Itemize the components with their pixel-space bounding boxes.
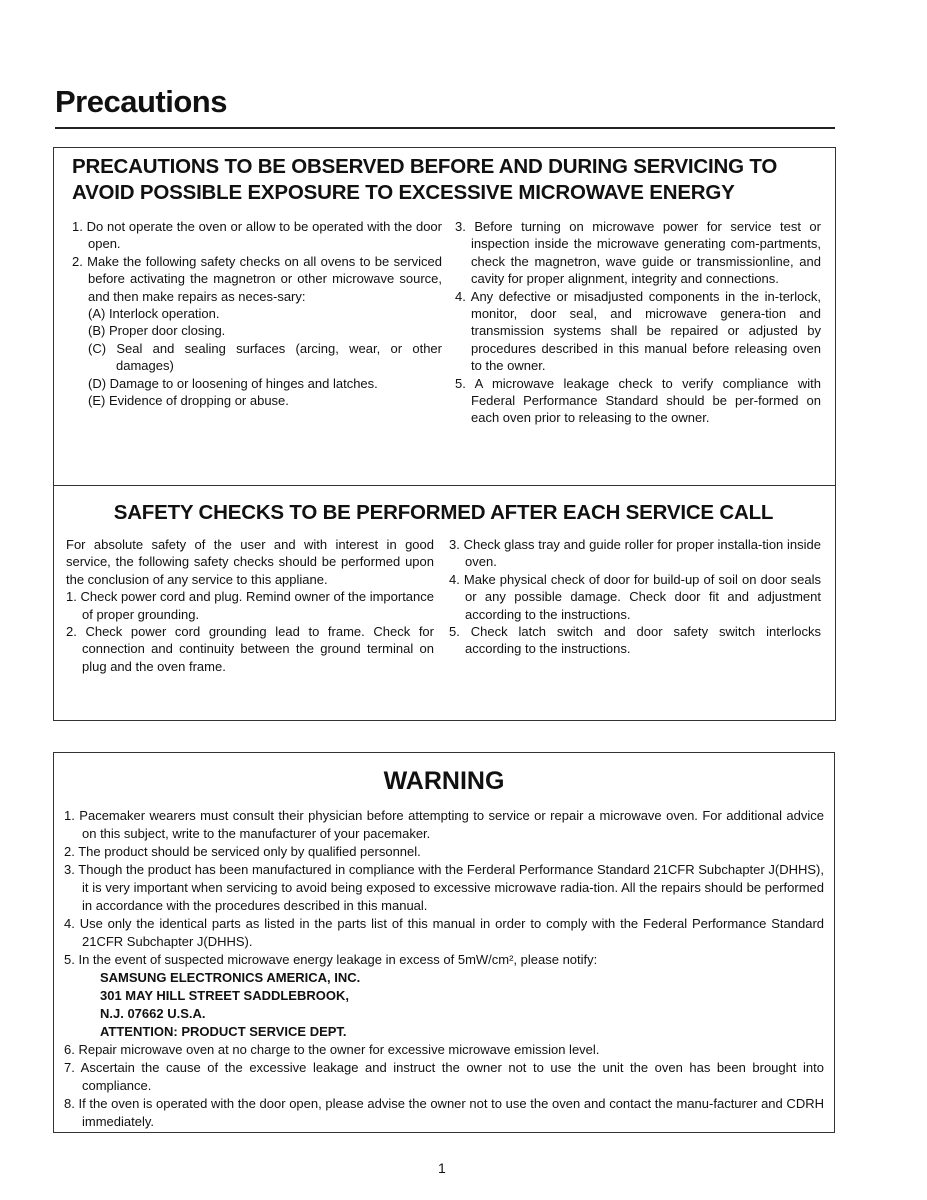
list-item: 1. Pacemaker wearers must consult their physician before attempting to service or repair a microwave oven. For additional advice on this subject, write to the manufacturer of your pacemaker. [64,808,824,841]
list-item: 2. The product should be serviced only by qualified personnel. [64,844,421,859]
list-item: 3. Before turning on microwave power for service test or inspection inside the microwave generating com-partments, check the magnetron, wave guide or transmissionline, and cavity for proper alignment, integrity and connections. [455,219,821,287]
list-item: 4. Any defective or misadjusted components in the in-terlock, monitor, door seal, and microwave genera-tion and transmission systems shall be repaired or adjusted by procedures described in this manual before releasing oven to the owner. [455,288,821,374]
sub-item: (B) Proper door closing. [88,323,226,339]
left-column [66,536,434,675]
safety-checks-heading: SAFETY CHECKS TO BE PERFORMED AFTER EACH SERVICE CALL [113,501,774,524]
left-column [72,218,442,427]
page-title: Precautions [55,84,227,119]
list-item: 3. Check glass tray and guide roller for proper installa-tion inside oven. [449,537,821,570]
intro-text: For absolute safety of the user and with interest in good service, the following safety checks should be performed upon the conclusion of any service to this appliane. [66,537,434,587]
right-column [455,218,821,427]
list-item: 1. Do not operate the oven or allow to be operated with the door open. [72,219,442,252]
heading-line: PRECAUTIONS TO BE OBSERVED BEFORE AND DURING SERVICING TO [72,155,778,178]
list-item: 5. A microwave leakage check to verify compliance with Federal Performance Standard should be per-formed on each oven prior to releasing to the owner. [455,375,821,426]
list-item: 8. If the oven is operated with the door open, please advise the owner not to use the oven and contact the manu-facturer and CDRH immediately. [64,1096,824,1129]
warning-heading: WARNING [383,767,505,795]
list-item: 5. Check latch switch and door safety switch interlocks according to the instructions. [449,624,821,657]
right-column [449,536,821,675]
list-item: 3. Though the product has been manufactured in compliance with the Ferderal Performance Standard 21CFR Subchapter J(DHHS), it is very important when servicing to avoid being exposed to excessive microwave radia-tion. All the repairs should be performed in accordance with the procedures described in this manual. [64,862,824,913]
heading-line: AVOID POSSIBLE EXPOSURE TO EXCESSIVE MICROWAVE ENERGY [72,181,735,204]
list-item: 6. Repair microwave oven at no charge to the owner for excessive microwave emission level. [64,1042,600,1057]
address-line: ATTENTION: PRODUCT SERVICE DEPT. [100,1024,347,1039]
warning-list [64,807,824,1131]
page-number: 1 [438,1160,446,1176]
precautions-heading [72,154,821,206]
precautions-section [53,147,836,486]
sub-item: (E) Evidence of dropping or abuse. [88,393,289,409]
list-item: 2. Check power cord grounding lead to frame. Check for connection and continuity between the ground terminal on plug and the oven frame. [66,624,434,674]
safety-checks-section [53,485,836,721]
address-line: 301 MAY HILL STREET SADDLEBROOK, [100,988,349,1003]
list-item: 5. In the event of suspected microwave energy leakage in excess of 5mW/cm², please notify: [64,952,598,967]
address-line: N.J. 07662 U.S.A. [100,1006,206,1021]
list-item: 7. Ascertain the cause of the excessive leakage and instruct the owner not to use the unit the oven has been brought into compliance. [64,1060,824,1093]
sub-item: (A) Interlock operation. [88,306,220,322]
sub-item: (D) Damage to or loosening of hinges and latches. [88,375,378,391]
sub-item: (C) Seal and sealing surfaces (arcing, wear, or other damages) [88,340,442,374]
address-line: SAMSUNG ELECTRONICS AMERICA, INC. [100,970,361,985]
title-rule [55,127,835,129]
warning-section [53,752,835,1133]
list-item: 4. Use only the identical parts as listed in the parts list of this manual in order to comply with the Federal Performance Standard 21CFR Subchapter J(DHHS). [64,916,824,949]
list-item: 2. Make the following safety checks on all ovens to be serviced before activating the magnetron or other microwave source, and then make repairs as neces-sary: [72,253,442,304]
list-item: 1. Check power cord and plug. Remind owner of the importance of proper grounding. [66,589,434,622]
list-item: 4. Make physical check of door for build-up of soil on door seals or any possible damage. Check door fit and adjustment according to the instructions. [449,571,821,622]
